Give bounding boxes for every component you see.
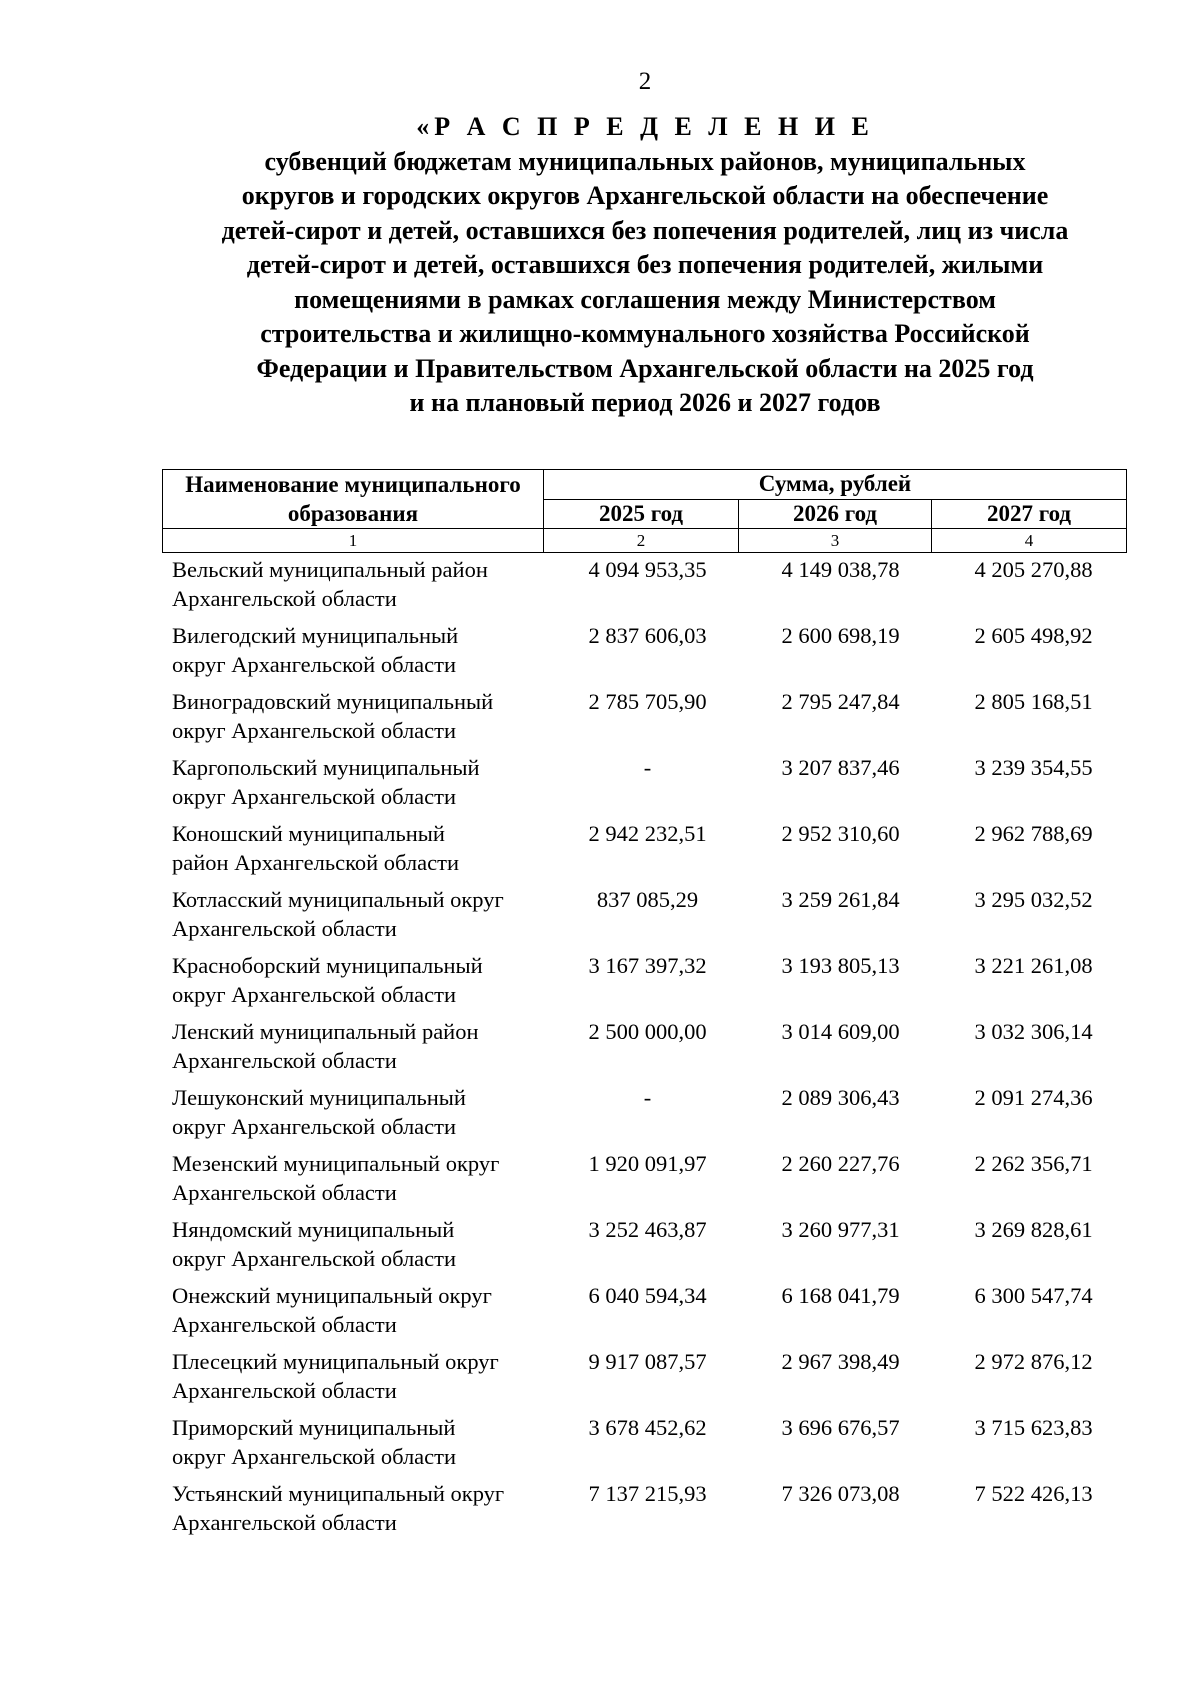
row-name-line: Котласский муниципальный округ [172,887,504,912]
value-2027: 2 091 274,36 [974,1085,1093,1110]
row-name [162,951,551,1017]
row-name-line: район Архангельской области [172,850,459,875]
value-2027: 2 805 168,51 [974,689,1093,714]
value-2027: 3 239 354,55 [974,755,1093,780]
row-name-line: Онежский муниципальный округ [172,1283,492,1308]
value-2027: 3 295 032,52 [974,887,1093,912]
row-name [162,753,551,819]
row-name [162,819,551,885]
table-row [162,1083,1130,1149]
row-name-line: Няндомский муниципальный [172,1217,455,1242]
row-name [162,687,551,753]
table-row [162,1149,1130,1215]
table-row [162,1479,1130,1545]
row-name-line: округ Архангельской области [172,982,457,1007]
value-2026: 2 600 698,19 [781,623,900,648]
value-2027: 2 962 788,69 [974,821,1093,846]
row-name-line: Ленский муниципальный район [172,1019,479,1044]
value-2025: 2 942 232,51 [588,821,707,846]
row-name-line: Архангельской области [172,586,397,611]
table-row [162,621,1130,687]
column-number-1: 1 [163,529,544,553]
row-name [162,1083,551,1149]
value-2026: 3 014 609,00 [781,1019,900,1044]
value-2025: - [643,755,652,780]
row-name [162,1347,551,1413]
header-year-2026: 2026 год [739,499,932,529]
row-name-line: Устьянский муниципальный округ [172,1481,505,1506]
value-2025: 3 678 452,62 [588,1415,707,1440]
value-2025: 7 137 215,93 [588,1481,707,1506]
value-2025: 3 252 463,87 [588,1217,707,1242]
table-row [162,753,1130,819]
row-name [162,1281,551,1347]
row-name [162,1413,551,1479]
page-number: 2 [638,68,652,95]
document-title-block [130,110,1160,421]
value-2025: 6 040 594,34 [588,1283,707,1308]
row-name-line: Плесецкий муниципальный округ [172,1349,499,1374]
row-name-line: Архангельской области [172,1510,397,1535]
row-name-line: Архангельской области [172,1180,397,1205]
value-2026: 4 149 038,78 [781,557,900,582]
table-row [162,555,1130,621]
value-2027: 3 715 623,83 [974,1415,1093,1440]
row-name-line: округ Архангельской области [172,652,457,677]
row-name-line: округ Архангельской области [172,784,457,809]
value-2025: 2 837 606,03 [588,623,707,648]
table-row [162,1281,1130,1347]
column-number-3: 3 [739,529,932,553]
value-2026: 3 259 261,84 [781,887,900,912]
row-name [162,1479,551,1545]
value-2027: 2 605 498,92 [974,623,1093,648]
value-2026: 3 696 676,57 [781,1415,900,1440]
value-2025: 3 167 397,32 [588,953,707,978]
value-2026: 2 089 306,43 [781,1085,900,1110]
value-2025: 837 085,29 [596,887,699,912]
value-2026: 3 260 977,31 [781,1217,900,1242]
value-2026: 2 952 310,60 [781,821,900,846]
header-year-2025: 2025 год [544,499,739,529]
row-name-line: Архангельской области [172,1048,397,1073]
header-year-2027: 2027 год [932,499,1127,529]
value-2026: 6 168 041,79 [781,1283,900,1308]
row-name [162,621,551,687]
row-name-line: Вилегодский муниципальный [172,623,459,648]
value-2027: 6 300 547,74 [974,1283,1093,1308]
row-name-line: Архангельской области [172,1378,397,1403]
row-name-line: округ Архангельской области [172,718,457,743]
column-number-4: 4 [932,529,1127,553]
document-subtitle: субвенций бюджетам муниципальных районов, муниципальных округов и городских округов Архангельской области на обеспечение детей-сирот и детей, оставшихся без попечения родителей, лиц из числа детей-сирот и детей, оставшихся без попечения родителей, жилыми помещениями в рамках соглашения между Министерством строительства и жилищно-коммунального хозяйства Российской Федерации и Правительством Архангельской области на 2025 год и на плановый период 2026 и 2027 годов [221,146,1069,417]
table-header [162,469,1127,553]
value-2027: 2 262 356,71 [974,1151,1093,1176]
value-2026: 2 260 227,76 [781,1151,900,1176]
value-2025: 1 920 091,97 [588,1151,707,1176]
row-name [162,885,551,951]
value-2026: 2 967 398,49 [781,1349,900,1374]
value-2025: 9 917 087,57 [588,1349,707,1374]
row-name [162,555,551,621]
value-2025: 4 094 953,35 [588,557,707,582]
value-2027: 4 205 270,88 [974,557,1093,582]
value-2027: 3 221 261,08 [974,953,1093,978]
value-2027: 2 972 876,12 [974,1349,1093,1374]
value-2025: - [643,1085,652,1110]
row-name [162,1215,551,1281]
table-row [162,687,1130,753]
table-body [162,555,1130,1545]
value-2027: 3 032 306,14 [974,1019,1093,1044]
row-name-line: Каргопольский муниципальный [172,755,480,780]
table-row [162,1017,1130,1083]
table-row [162,1215,1130,1281]
header-name: Наименование муниципального образования [163,470,544,529]
value-2026: 2 795 247,84 [781,689,900,714]
table-row [162,885,1130,951]
header-sum: Сумма, рублей [544,470,1127,500]
value-2026: 3 207 837,46 [781,755,900,780]
row-name-line: округ Архангельской области [172,1444,457,1469]
table-row [162,819,1130,885]
row-name-line: округ Архангельской области [172,1246,457,1271]
value-2025: 2 500 000,00 [588,1019,707,1044]
row-name-line: Лешуконский муниципальный [172,1085,466,1110]
document-title: «Р А С П Р Е Д Е Л Е Н И Е [416,112,874,141]
table-row [162,1413,1130,1479]
row-name-line: Красноборский муниципальный [172,953,483,978]
row-name [162,1149,551,1215]
value-2025: 2 785 705,90 [588,689,707,714]
row-name-line: Виноградовский муниципальный [172,689,494,714]
row-name-line: Вельский муниципальный район [172,557,488,582]
row-name-line: Коношский муниципальный [172,821,445,846]
row-name-line: Архангельской области [172,916,397,941]
row-name-line: Мезенский муниципальный округ [172,1151,500,1176]
table-row [162,951,1130,1017]
row-name-line: округ Архангельской области [172,1114,457,1139]
table-row [162,1347,1130,1413]
row-name-line: Приморский муниципальный [172,1415,456,1440]
value-2026: 3 193 805,13 [781,953,900,978]
value-2027: 3 269 828,61 [974,1217,1093,1242]
value-2026: 7 326 073,08 [781,1481,900,1506]
row-name-line: Архангельской области [172,1312,397,1337]
row-name [162,1017,551,1083]
value-2027: 7 522 426,13 [974,1481,1093,1506]
column-number-2: 2 [544,529,739,553]
